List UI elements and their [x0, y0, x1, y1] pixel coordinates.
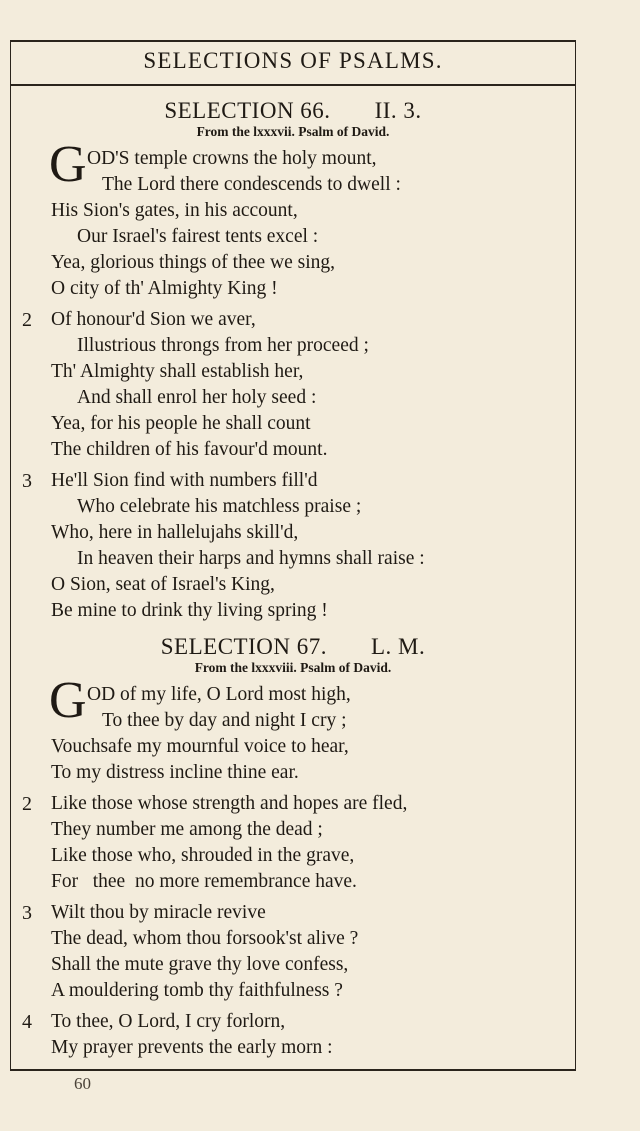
- page-number: 60: [74, 1074, 91, 1093]
- stanza-number: 3: [22, 470, 32, 492]
- verse-line: Like those who, shrouded in the grave,: [51, 845, 355, 866]
- selection-66-heading: [10, 98, 576, 140]
- verse-line: Shall the mute grave thy love confess,: [51, 954, 349, 975]
- verse-line: To my distress incline thine ear.: [51, 762, 299, 783]
- selection-meter: II. 3.: [374, 98, 422, 123]
- page-border-bottom: [10, 1069, 576, 1071]
- verse-line: The children of his favour'd mount.: [51, 439, 328, 460]
- page-border-left: [10, 40, 11, 1070]
- verse-line: The dead, whom thou forsook'st alive ?: [51, 928, 359, 949]
- verse-line: To thee, O Lord, I cry forlorn,: [51, 1011, 286, 1032]
- verse-line: To thee by day and night I cry ;: [102, 710, 347, 731]
- selection-subtitle: From the lxxxvii. Psalm of David.: [196, 124, 390, 139]
- verse-line: My prayer prevents the early morn :: [51, 1037, 333, 1058]
- running-title: SELECTIONS OF PSALMS.: [143, 48, 443, 73]
- verse-line: For thee no more remembrance have.: [51, 871, 357, 892]
- verse-line: Who celebrate his matchless praise ;: [77, 496, 362, 517]
- selection-title: SELECTION 66.: [164, 98, 331, 123]
- verse-line: Vouchsafe my mournful voice to hear,: [51, 736, 349, 757]
- verse-line: A mouldering tomb thy faithfulness ?: [51, 980, 343, 1001]
- selection-67-heading: [10, 634, 576, 676]
- selection-title-line: [10, 98, 576, 124]
- verse-line: OD'S temple crowns the holy mount,: [87, 148, 377, 169]
- verse-line: The Lord there condescends to dwell :: [102, 174, 401, 195]
- verse-line: Who, here in hallelujahs skill'd,: [51, 522, 299, 543]
- verse-line: He'll Sion find with numbers fill'd: [51, 470, 318, 491]
- verse-line: OD of my life, O Lord most high,: [87, 684, 351, 705]
- verse-line: Wilt thou by miracle revive: [51, 902, 266, 923]
- verse-line: Like those whose strength and hopes are fled,: [51, 793, 408, 814]
- selection-title: SELECTION 67.: [160, 634, 327, 659]
- verse-line: O city of th' Almighty King !: [51, 278, 278, 299]
- verse-line: Yea, glorious things of thee we sing,: [51, 252, 335, 273]
- stanza-number: 4: [22, 1011, 32, 1033]
- verse-line: O Sion, seat of Israel's King,: [51, 574, 275, 595]
- drop-cap: G: [49, 136, 87, 193]
- verse-line: Be mine to drink thy living spring !: [51, 600, 328, 621]
- verse-line: His Sion's gates, in his account,: [51, 200, 298, 221]
- page-border-right: [575, 40, 576, 1070]
- stanza-number: 2: [22, 793, 32, 815]
- verse-line: And shall enrol her holy seed :: [77, 387, 317, 408]
- verse-line: In heaven their harps and hymns shall raise :: [77, 548, 425, 569]
- verse-line: Illustrious throngs from her proceed ;: [77, 335, 369, 356]
- selection-meter: L. M.: [370, 634, 426, 659]
- selection-title-line: [10, 634, 576, 660]
- verse-line: Yea, for his people he shall count: [51, 413, 311, 434]
- stanza-number: 2: [22, 309, 32, 331]
- header-rule: [10, 84, 576, 86]
- verse-line: They number me among the dead ;: [51, 819, 323, 840]
- verse-line: Of honour'd Sion we aver,: [51, 309, 256, 330]
- selection-subtitle: From the lxxxviii. Psalm of David.: [194, 660, 392, 675]
- verse-line: Our Israel's fairest tents excel :: [77, 226, 319, 247]
- drop-cap: G: [49, 672, 87, 729]
- verse-line: Th' Almighty shall establish her,: [51, 361, 304, 382]
- page-border-top: [10, 40, 576, 42]
- stanza-number: 3: [22, 902, 32, 924]
